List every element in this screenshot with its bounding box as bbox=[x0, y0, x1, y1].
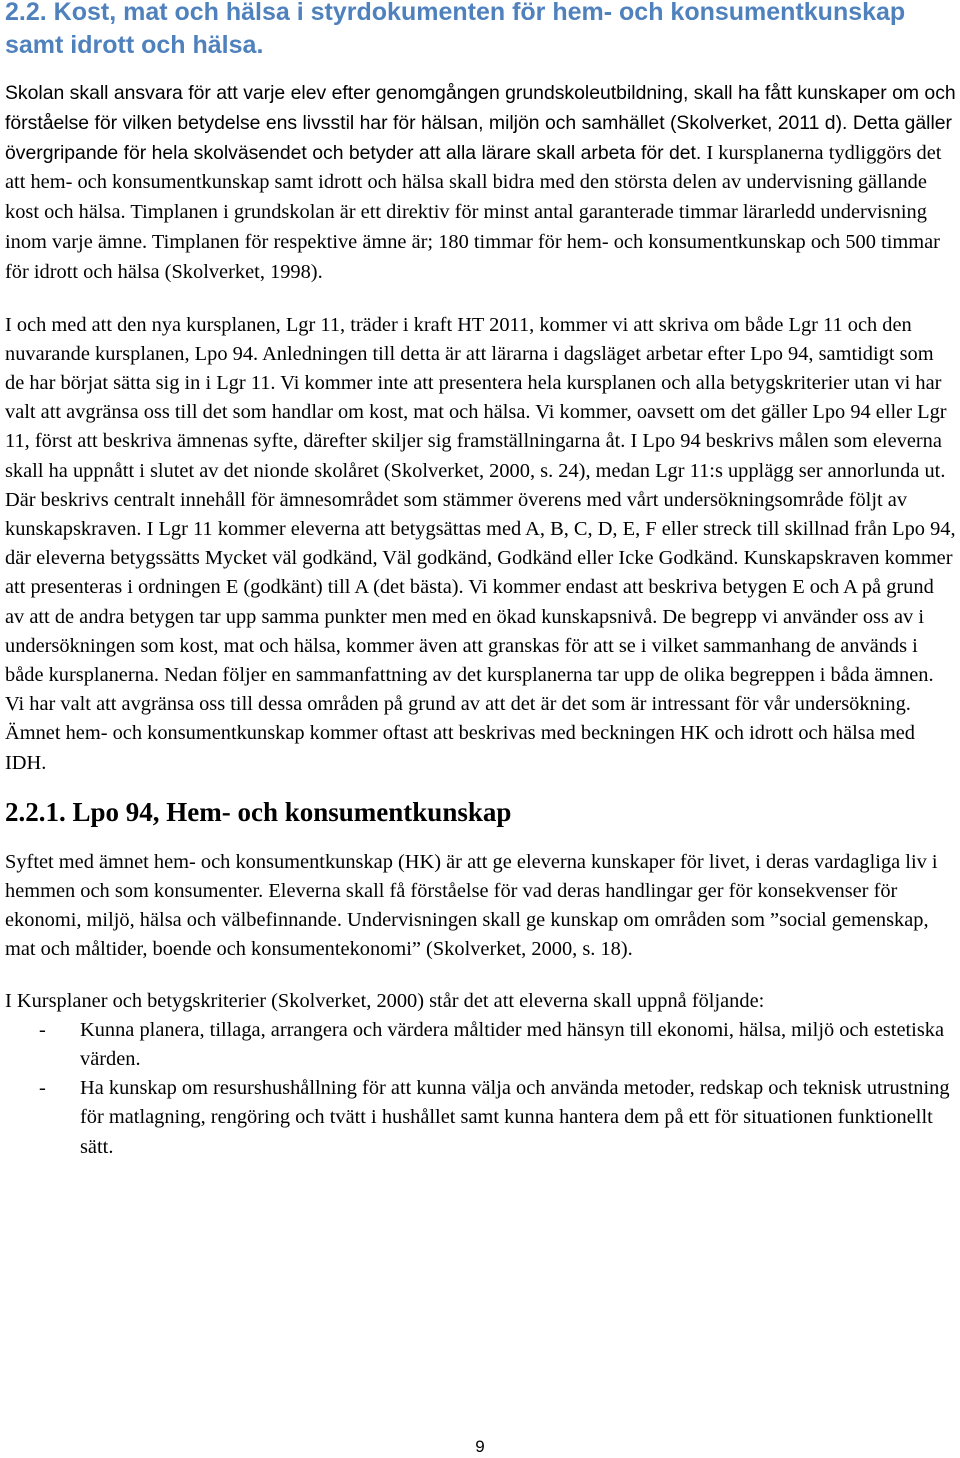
list-item bbox=[5, 1074, 957, 1162]
paragraph-intro-segment-2: I kursplanerna tydliggörs det att hem- och konsumentkunskap samt idrott och hälsa skall bidra med den största delen av undervisning gällande kost och hälsa. bbox=[5, 141, 942, 224]
document-page bbox=[5, 0, 957, 1162]
section-heading: 2.2. Kost, mat och hälsa i styrdokumenten för hem- och konsumentkunskap samt idrott och hälsa. bbox=[5, 0, 906, 59]
subsection-heading: 2.2.1. Lpo 94, Hem- och konsumentkunskap bbox=[5, 796, 512, 827]
list-item bbox=[5, 1016, 957, 1074]
paragraph-hk-purpose: Syftet med ämnet hem- och konsumentkunskap (HK) är att ge eleverna kunskaper för livet, i deras vardagliga liv i hemmen och som konsumenter. Eleverna skall få förståelse för vad deras handlingar ger för konsekvenser för ekonomi, miljö, hälsa och välbefinnande. Undervisningen skall ge kunskap om områden som ”social gemenskap, mat och måltider, boende och konsumentekonomi” (Skolverket, 2000, s. 18). bbox=[5, 850, 938, 961]
list-dash: - bbox=[39, 1077, 46, 1100]
list-item-text: Kunna planera, tillaga, arrangera och värdera måltider med hänsyn till ekonomi, hälsa, miljö och estetiska värden. bbox=[80, 1018, 945, 1071]
goals-list bbox=[5, 1016, 957, 1162]
paragraph-intro-segment-4: Timplanen för respektive ämne är; 180 timmar för hem- och konsumentkunskap och 500 timmar för idrott och hälsa (Skolverket, 1998). bbox=[5, 230, 940, 283]
page-number: 9 bbox=[475, 1437, 485, 1456]
paragraph-intro-segment-1: Skolan skall ansvara för att varje elev efter genomgången grundskoleutbildning, skall ha fått kunskaper om och förståelse för vilken betydelse ens livsstil har för hälsan, miljön och samhället (Skolverket, 2011 d). Detta gäller övergripande för hela skolväsendet och betyder att alla lärare skall arbeta för det. bbox=[5, 82, 956, 164]
paragraph-goals-intro: I Kursplaner och betygskriterier (Skolverket, 2000) står det att eleverna skall uppnå följande: bbox=[5, 989, 765, 1012]
paragraph-intro bbox=[5, 79, 957, 288]
paragraph-intro-segment-3: Timplanen i grundskolan är ett direktiv för minst antal garanterade timmar lärarledd undervisning inom varje ämne. bbox=[5, 201, 927, 253]
paragraph-course-plans: I och med att den nya kursplanen, Lgr 11, träder i kraft HT 2011, kommer vi att skriva om både Lgr 11 och den nuvarande kursplanen, Lpo 94. Anledningen till detta är att lärarna i dagsläget arbetar efter Lpo 94, samtidigt som de har börjat sätta sig in i Lgr 11. Vi kommer inte att presentera hela kursplanen och alla betygskriterier utan vi har valt att avgränsa oss till det som handlar om kost, mat och hälsa. Vi kommer, oavsett om det gäller Lpo 94 eller Lgr 11, först att beskriva ämnenas syfte, därefter skiljer sig framställningarna åt. I Lpo 94 beskrivs målen som eleverna skall ha uppnått i slutet av det nionde skolåret (Skolverket, 2000, s. 24), medan Lgr 11:s upplägg ser annorlunda ut. Där beskrivs centralt innehåll för ämnesområdet som stämmer överens med vårt undersökningsområde följt av kunskapskraven. I Lgr 11 kommer eleverna att betygsättas med A, B, C, D, E, F eller streck till skillnad från Lpo 94, där eleverna betygssätts Mycket väl godkänd, Väl godkänd, Godkänd eller Icke Godkänd. Kunskapskraven kommer att presenteras i ordningen E (godkänt) till A (det bästa). Vi kommer endast att beskriva betygen E och A på grund av att de andra betygen tar upp samma punkter men med en ökad kunskapsnivå. De begrepp vi använder oss av i undersökningen som kost, mat och hälsa, kommer även att granskas för att se i vilket sammanhang de används i både kursplanerna. Nedan följer en sammanfattning av det kursplanerna tar upp de olika begreppen i båda ämnen. Vi har valt att avgränsa oss till dessa områden på grund av att det är det som är intressant för vår undersökning. Ämnet hem- och konsumentkunskap kommer oftast att beskrivas med beckningen HK och idrott och hälsa med IDH. bbox=[5, 313, 956, 774]
list-dash: - bbox=[39, 1018, 46, 1041]
list-item-text: Ha kunskap om resurshushållning för att kunna välja och använda metoder, redskap och teknisk utrustning för matlagning, rengöring och tvätt i hushållet samt kunna hantera dem på ett för situationen funktionellt sätt. bbox=[80, 1077, 950, 1158]
